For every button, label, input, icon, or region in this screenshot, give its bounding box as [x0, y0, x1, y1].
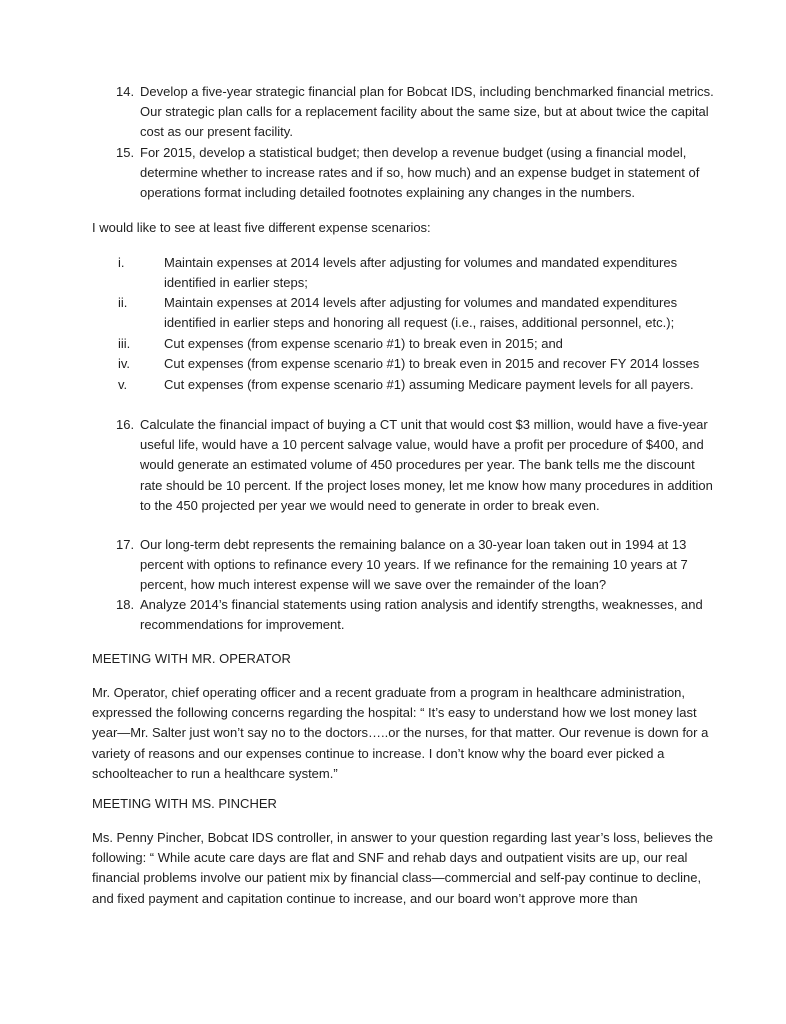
- scenario-item-ii: [118, 293, 718, 333]
- item-text: Calculate the financial impact of buying a CT unit that would cost $3 million, would have a five-year useful life, would have a 10 percent salvage value, would have a profit per procedure of $400, and would generate an estimated volume of 450 procedures per year. The bank tells me the discount rate should be 10 percent. If the project loses money, let me know how many procedures in addition to the 450 projected per year we would need to generate in order to break even.: [140, 417, 713, 513]
- scenario-item-v: [118, 375, 718, 395]
- meeting-operator-heading: MEETING WITH MR. OPERATOR: [92, 651, 291, 666]
- item-number: 14.: [116, 84, 135, 99]
- scenario-text: Cut expenses (from expense scenario #1) assuming Medicare payment levels for all payers.: [164, 377, 694, 392]
- item-number: 15.: [116, 145, 135, 160]
- list-item-16: [116, 415, 716, 516]
- scenario-number: iii.: [118, 336, 131, 351]
- meeting-pincher-heading: MEETING WITH MS. PINCHER: [92, 796, 277, 811]
- item-number: 16.: [116, 417, 135, 432]
- meeting-pincher-body: Ms. Penny Pincher, Bobcat IDS controller, in answer to your question regarding last year’s loss, believes the following: “ While acute care days are flat and SNF and rehab days and outpatient visits are up, our real financial problems involve our patient mix by financial class—commercial and self-pay continue to decline, and fixed payment and capitation continue to increase, and our board won’t approve more than: [92, 830, 713, 906]
- list-item-14: [116, 82, 716, 143]
- scenario-item-iv: [118, 354, 718, 374]
- scenario-number: iv.: [118, 356, 131, 371]
- scenario-number: i.: [118, 255, 125, 270]
- item-text: Develop a five-year strategic financial plan for Bobcat IDS, including benchmarked financial metrics. Our strategic plan calls for a replacement facility about the same size, but at about twice the capital cost as our present facility.: [140, 84, 714, 140]
- item-text: Our long-term debt represents the remaining balance on a 30-year loan taken out in 1994 at 13 percent with options to refinance every 10 years. If we refinance for the remaining 10 years at 7 percent, how much interest expense will we save over the remainder of the loan?: [140, 537, 688, 593]
- list-item-15: [116, 143, 716, 204]
- item-text: For 2015, develop a statistical budget; then develop a revenue budget (using a financial model, determine whether to increase rates and if so, how much) and an expense budget in statement of operations format including detailed footnotes explaining any changes in the numbers.: [140, 145, 700, 201]
- scenario-number: v.: [118, 377, 128, 392]
- list-item-18: [116, 595, 716, 635]
- scenario-text: Cut expenses (from expense scenario #1) to break even in 2015 and recover FY 2014 losses: [164, 356, 700, 371]
- item-number: 17.: [116, 537, 135, 552]
- list-item-17: [116, 535, 716, 596]
- scenario-number: ii.: [118, 295, 128, 310]
- scenarios-intro: I would like to see at least five different expense scenarios:: [92, 220, 431, 235]
- scenario-text: Maintain expenses at 2014 levels after adjusting for volumes and mandated expenditures identified in earlier steps;: [164, 255, 678, 291]
- item-number: 18.: [116, 597, 135, 612]
- scenario-item-i: [118, 253, 718, 293]
- scenario-text: Maintain expenses at 2014 levels after adjusting for volumes and mandated expenditures identified in earlier steps and honoring all request (i.e., raises, additional personnel, etc.);: [164, 295, 678, 331]
- scenario-item-iii: [118, 334, 718, 354]
- scenario-text: Cut expenses (from expense scenario #1) to break even in 2015; and: [164, 336, 563, 351]
- item-text: Analyze 2014’s financial statements using ration analysis and identify strengths, weaknesses, and recommendations for improvement.: [140, 597, 703, 633]
- meeting-operator-body: Mr. Operator, chief operating officer and a recent graduate from a program in healthcare administration, expressed the following concerns regarding the hospital: “ It’s easy to understand how we lost money last year—Mr. Salter just won’t say no to the doctors…..or the nurses, for that matter. Our revenue is down for a variety of reasons and our expenses continue to increase. I don’t know why the board ever picked a schoolteacher to run a healthcare system.”: [92, 685, 709, 781]
